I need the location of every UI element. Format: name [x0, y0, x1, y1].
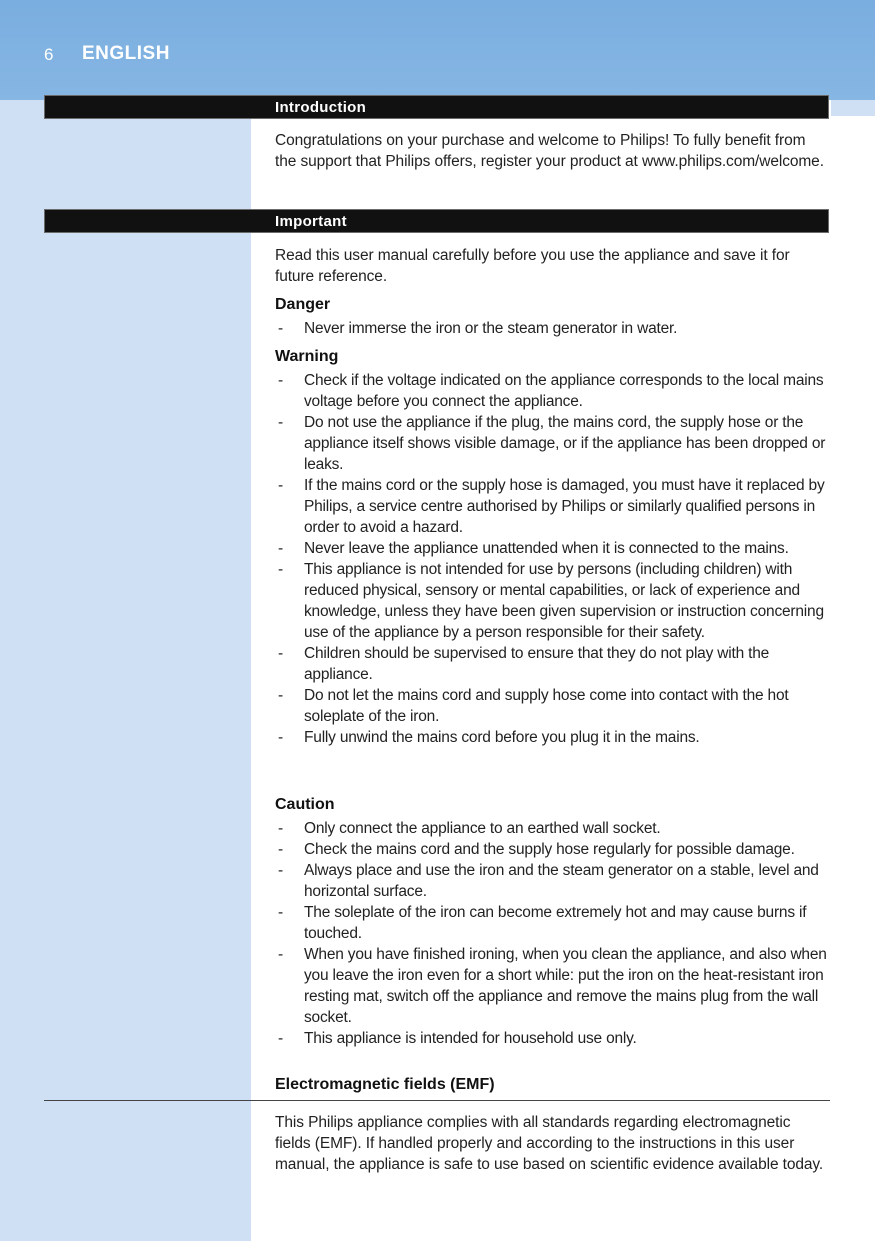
list-item: - This appliance is intended for household use only. — [278, 1030, 637, 1047]
list-item: - Do not use the appliance if the plug, the mains cord, the supply hose or the appliance itself shows visible damage, or if the appliance has been dropped or leaks. — [278, 414, 826, 473]
dash-bullet: - — [278, 1030, 283, 1047]
list-item: - This appliance is not intended for use by persons (including children) with reduced physical, sensory or mental capabilities, or lack of experience and knowledge, unless they have been given supervision or instruction concerning use of the appliance by a person responsible for their safety. — [278, 561, 824, 641]
dash-bullet: - — [278, 862, 283, 879]
dash-bullet: - — [278, 946, 283, 963]
warning-list — [275, 370, 831, 748]
dash-bullet: - — [278, 820, 283, 837]
introduction-text: Congratulations on your purchase and welcome to Philips! To fully benefit from the support that Philips offers, register your product at www.philips.com/welcome. — [275, 132, 824, 170]
dash-bullet: - — [278, 904, 283, 921]
margin-column — [0, 100, 251, 1241]
emf-text: This Philips appliance complies with all standards regarding electromagnetic fields (EMF). If handled properly and according to the instructions in this user manual, the appliance is safe to use based on scientific evidence available today. — [275, 1114, 824, 1173]
danger-heading: Danger — [275, 296, 331, 313]
warning-heading: Warning — [275, 348, 339, 365]
list-item: - The soleplate of the iron can become extremely hot and may cause burns if touched. — [278, 904, 807, 942]
list-item: - Fully unwind the mains cord before you plug it in the mains. — [278, 729, 700, 746]
list-item: - Always place and use the iron and the steam generator on a stable, level and horizontal surface. — [278, 862, 819, 900]
dash-bullet: - — [278, 320, 283, 337]
dash-bullet: - — [278, 477, 283, 494]
dash-bullet: - — [278, 561, 283, 578]
dash-bullet: - — [278, 841, 283, 858]
section-bar-important — [44, 209, 829, 233]
emf-heading: Electromagnetic fields (EMF) — [275, 1076, 495, 1093]
language-label: ENGLISH — [82, 43, 170, 64]
list-item: - Children should be supervised to ensure that they do not play with the appliance. — [278, 645, 770, 683]
list-item: - When you have finished ironing, when you clean the appliance, and also when you leave the iron even for a short while: put the iron on the heat-resistant iron resting mat, switch off the appliance and remove the mains plug from the wall socket. — [278, 946, 827, 1026]
dash-bullet: - — [278, 540, 283, 557]
caution-list — [275, 818, 831, 1049]
dash-bullet: - — [278, 372, 283, 389]
section-bar-introduction — [44, 95, 829, 119]
dash-bullet: - — [278, 645, 283, 662]
dash-bullet: - — [278, 729, 283, 746]
dash-bullet: - — [278, 687, 283, 704]
header-band-tab — [831, 100, 875, 116]
list-item: - Do not let the mains cord and supply hose come into contact with the hot soleplate of the iron. — [278, 687, 789, 725]
list-item: - Never immerse the iron or the steam generator in water. — [278, 320, 678, 337]
page-number: 6 — [44, 45, 54, 64]
dash-bullet: - — [278, 414, 283, 431]
list-item: - Never leave the appliance unattended when it is connected to the mains. — [278, 540, 789, 557]
list-item: - Only connect the appliance to an earthed wall socket. — [278, 820, 661, 837]
danger-list — [275, 318, 831, 339]
list-item: - Check if the voltage indicated on the appliance corresponds to the local mains voltage before you connect the appliance. — [278, 372, 824, 410]
section-divider — [44, 1100, 830, 1101]
list-item: - Check the mains cord and the supply hose regularly for possible damage. — [278, 841, 795, 858]
section-title-introduction: Introduction — [275, 99, 367, 116]
important-text: Read this user manual carefully before you use the appliance and save it for future reference. — [275, 247, 790, 285]
section-title-important: Important — [275, 213, 347, 230]
list-item: - If the mains cord or the supply hose is damaged, you must have it replaced by Philips, a service centre authorised by Philips or similarly qualified persons in order to avoid a hazard. — [278, 477, 825, 536]
caution-heading: Caution — [275, 796, 335, 813]
